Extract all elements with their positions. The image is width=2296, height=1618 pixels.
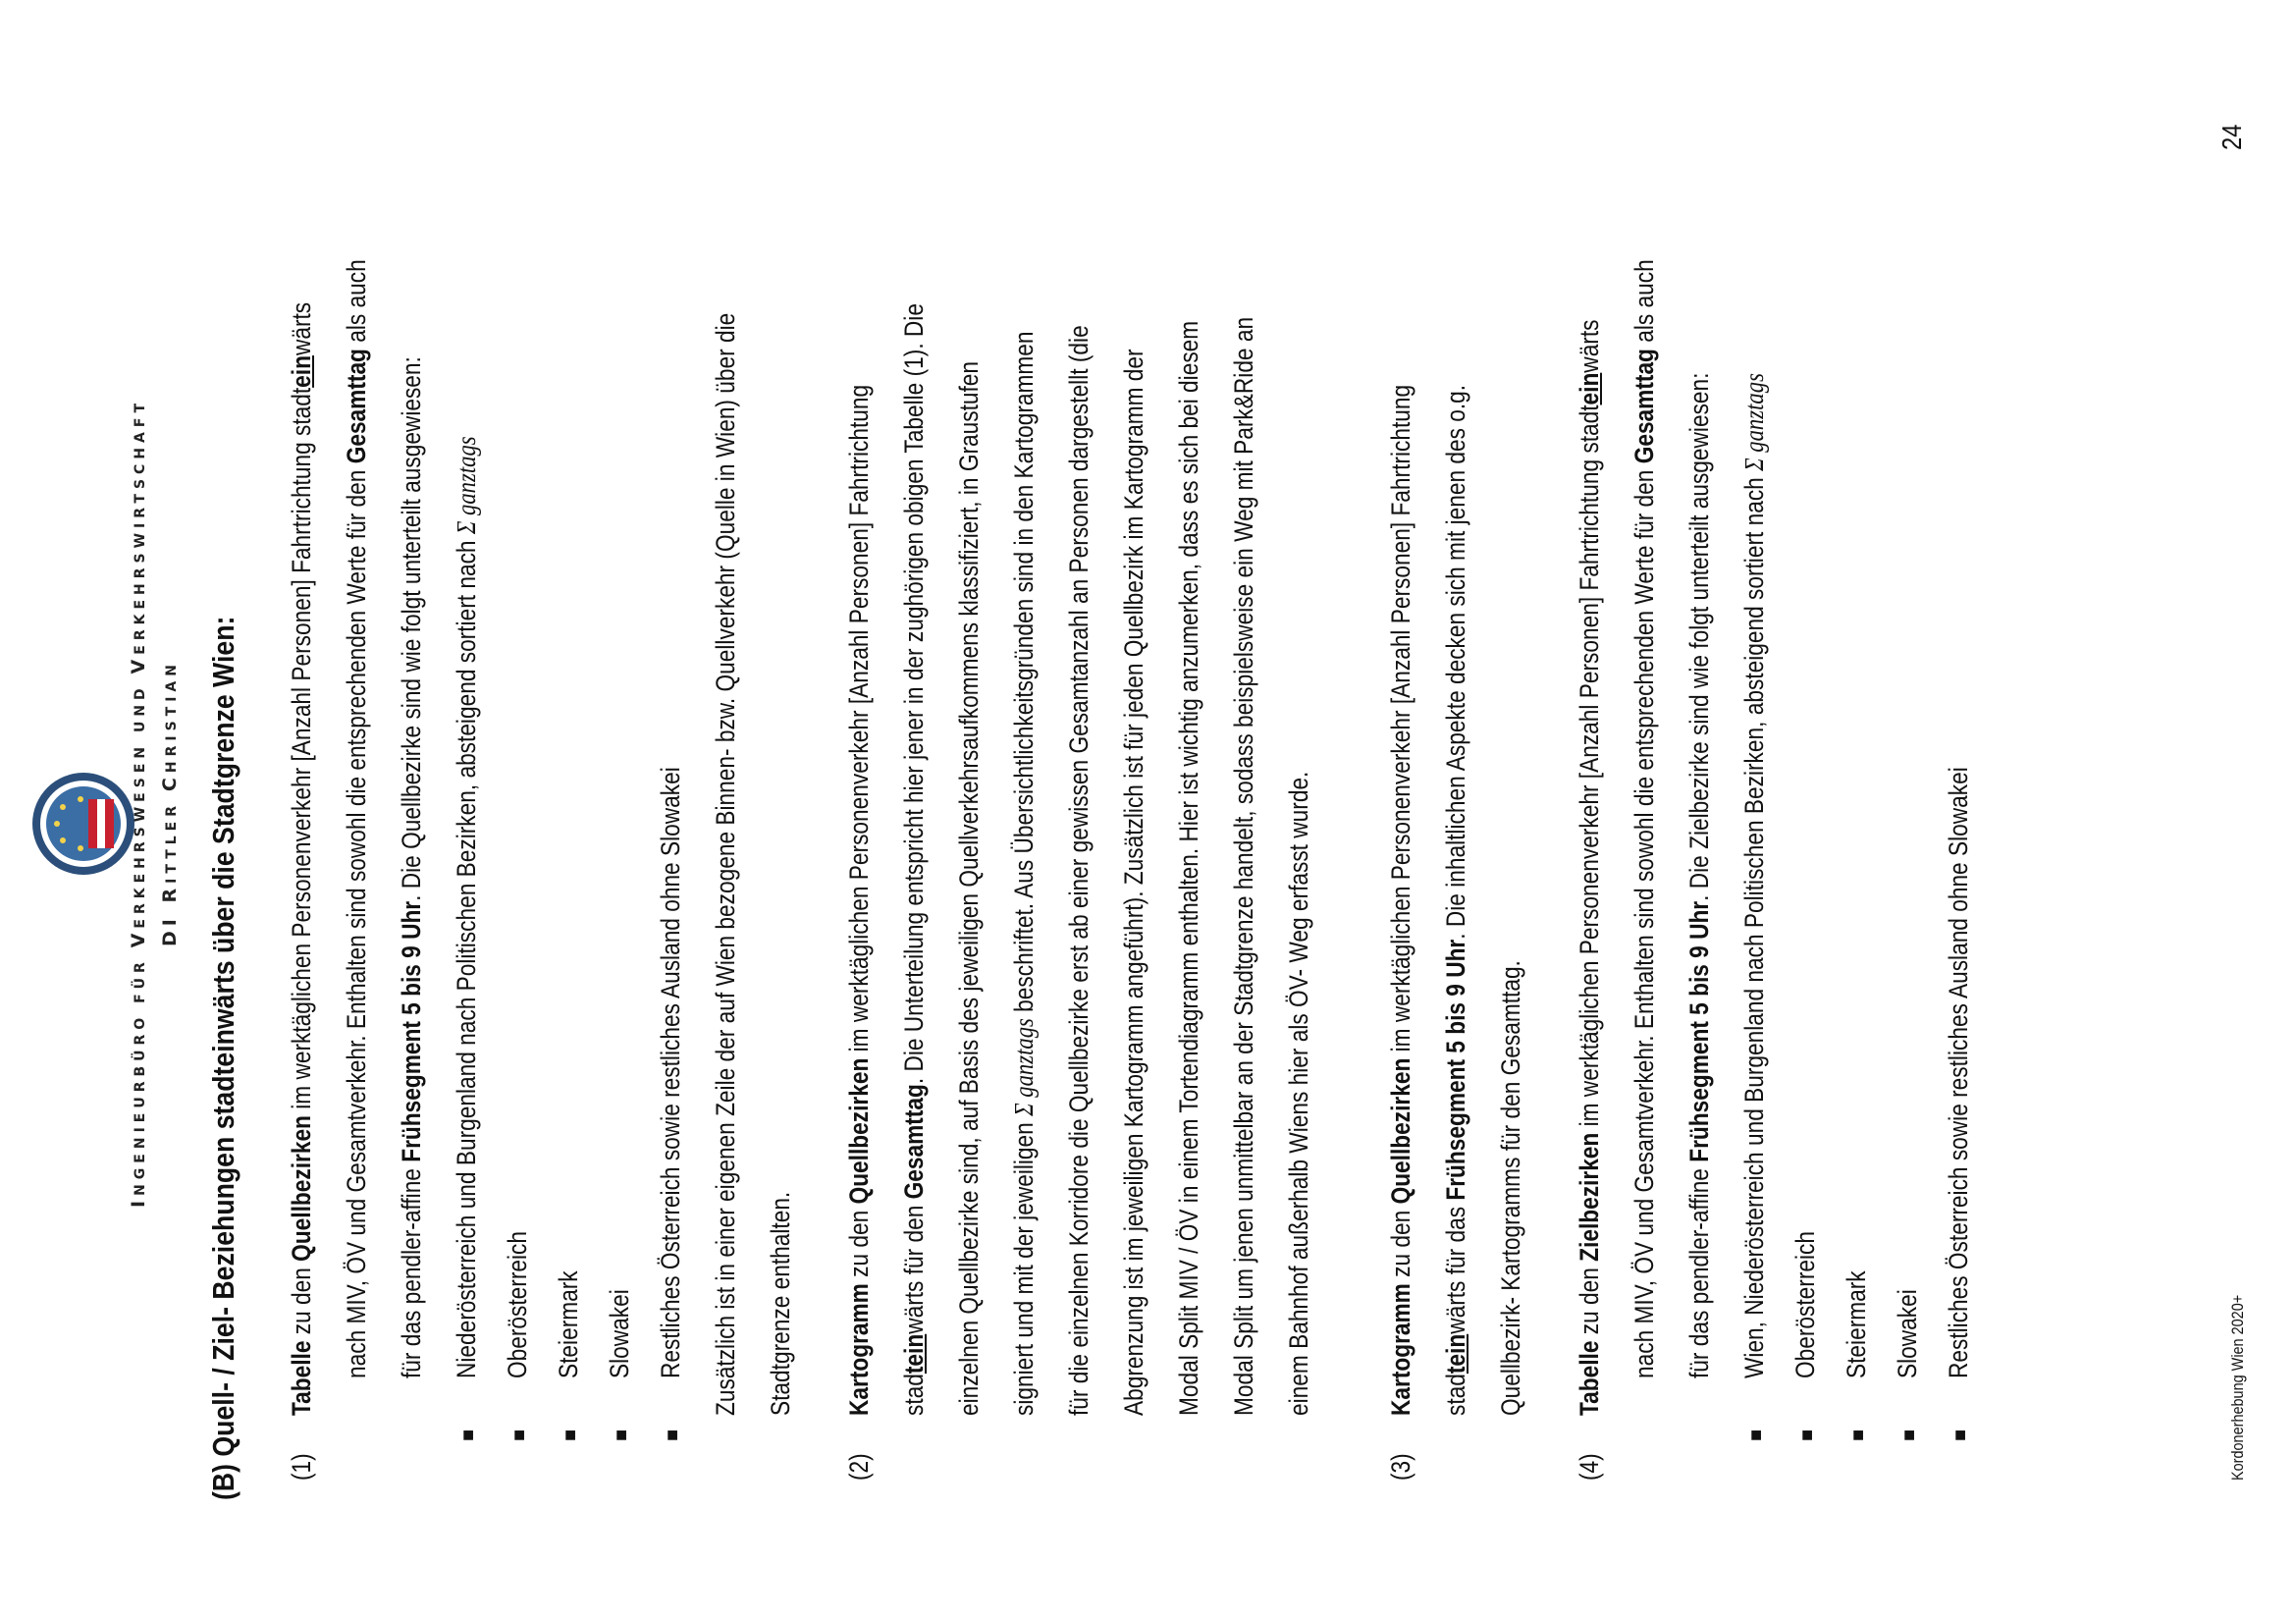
p4-line-2: nach MIV, ÖV und Gesamtverkehr. Enthalten sind sowohl die entsprechenden Werte für den Gesamttag als auch xyxy=(1629,259,1659,1378)
p4-line-1: Tabelle zu den Zielbezirken im werktäglichen Personenverkehr [Anzahl Personen] Fahrtrichtung stadteinwärts xyxy=(1575,319,1604,1416)
p4-bullet-5: Restliches Österreich sowie restliches Ausland ohne Slowakei xyxy=(1944,767,1973,1378)
p2-line-7: Modal Split MIV / ÖV in einem Tortendiagramm enthalten. Hier ist wichtig anzumerken, dass es sich bei diesem xyxy=(1174,320,1203,1416)
bullet-icon: ■ xyxy=(457,1429,479,1441)
p3-line-3: Quellbezirk- Kartogramms für den Gesamttag. xyxy=(1496,960,1525,1416)
bullet-icon: ■ xyxy=(560,1429,581,1441)
p1-bullet-5: Restliches Österreich sowie restliches Ausland ohne Slowakei xyxy=(656,767,685,1378)
p2-line-1: Kartogramm zu den Quellbezirken im werktäglichen Personenverkehr [Anzahl Personen] Fahrtrichtung xyxy=(844,384,874,1416)
p2-line-8: Modal Split um jenen unmittelbar an der Stadtgrenze handelt, sodass beispielsweise ein Weg mit Park&Ride an xyxy=(1229,316,1258,1416)
p2-line-6: Abgrenzung ist im jeweiligen Kartogramm angeführt). Zusätzlich ist für jeden Quellbezirk im Kartogramm der xyxy=(1119,349,1148,1416)
p2-line-4: signiert und mit der jeweiligen Σ ganztags beschriftet. Aus Übersichtlichkeitsgründen sind in den Kartogrammen xyxy=(1009,331,1039,1416)
p4-bullet-2: Oberösterreich xyxy=(1790,1230,1820,1378)
p4-bullet-1: Wien, Niederösterreich und Burgenland nach Politischen Bezirken, absteigend sortiert nach Σ ganztags xyxy=(1739,373,1769,1378)
p4-line-3: für das pendler-affine Frühsegment 5 bis 9 Uhr. Die Zielbezirke sind wie folgt unterteilt ausgewiesen: xyxy=(1684,372,1714,1378)
p2-line-3: einzelnen Quellbezirke sind, auf Basis des jeweiligen Quellverkehrsaufkommens klassifiziert, in Graustufen xyxy=(954,360,984,1416)
p1-bullet-3: Steiermark xyxy=(554,1270,583,1378)
p1-bullet-4: Slowakei xyxy=(605,1289,634,1378)
item-number: (4) xyxy=(1575,1453,1604,1481)
page-number: 24 xyxy=(2216,124,2247,150)
header-line-1: INGENIEURBÜRO FÜR VERKEHRSWESEN UND VERKEHRSWIRTSCHAFT xyxy=(128,399,149,1208)
bullet-icon: ■ xyxy=(611,1429,632,1441)
p1-bullet-1: Niederösterreich und Burgenland nach Politischen Bezirken, absteigend sortiert nach Σ ganztags xyxy=(452,436,481,1378)
item-number: (2) xyxy=(844,1453,874,1481)
p1-line-1: Tabelle zu den Quellbezirken im werktäglichen Personenverkehr [Anzahl Personen] Fahrtrichtung stadteinwärts xyxy=(287,301,316,1416)
p2-line-5: für die einzelnen Korridore die Quellbezirke erst ab einer gewissen Gesamtanzahl an Personen dargestellt (die xyxy=(1064,325,1094,1416)
bullet-icon: ■ xyxy=(1949,1429,1971,1441)
p4-bullet-4: Slowakei xyxy=(1893,1289,1922,1378)
p1-line-3: für das pendler-affine Frühsegment 5 bis 9 Uhr. Die Quellbezirke sind wie folgt unterteilt ausgewiesen: xyxy=(397,356,426,1378)
item-number: (1) xyxy=(287,1453,316,1481)
p1-extra-line-1: Zusätzlich ist in einer eigenen Zeile der auf Wien bezogene Binnen- bzw. Quellverkehr (Quelle in Wien) über die xyxy=(711,312,740,1416)
bullet-icon: ■ xyxy=(1847,1429,1869,1441)
p3-line-2: stadteinwärts für das Frühsegment 5 bis 9 Uhr. Die inhaltlichen Aspekte decken sich mit jenen des o.g. xyxy=(1441,384,1470,1416)
p2-line-9: einem Bahnhof außerhalb Wiens hier als ÖV- Weg erfasst wurde. xyxy=(1284,771,1313,1416)
p1-line-2: nach MIV, ÖV und Gesamtverkehr. Enthalten sind sowohl die entsprechenden Werte für den Gesamttag als auch xyxy=(342,259,371,1378)
p4-bullet-3: Steiermark xyxy=(1842,1270,1871,1378)
item-number: (3) xyxy=(1386,1453,1415,1481)
header-line-2: DI RITTLER CHRISTIAN xyxy=(159,660,181,946)
p1-bullet-2: Oberösterreich xyxy=(503,1230,532,1378)
section-title: (B) Quell- / Ziel- Beziehungen stadteinwärts über die Stadtgrenze Wien: xyxy=(206,616,240,1500)
bullet-icon: ■ xyxy=(1745,1429,1767,1441)
p2-line-2: stadteinwärts für den Gesamttag. Die Unterteilung entspricht hier jener in der zughörigen obigen Tabelle (1). Die xyxy=(899,303,929,1416)
company-logo xyxy=(29,770,137,878)
bullet-icon: ■ xyxy=(662,1429,683,1441)
bullet-icon: ■ xyxy=(1898,1429,1920,1441)
footer-title: Kordonerhebung Wien 2020+ xyxy=(2228,1294,2247,1481)
p1-extra-line-2: Stadtgrenze enthalten. xyxy=(766,1191,795,1416)
p3-line-1: Kartogramm zu den Quellbezirken im werktäglichen Personenverkehr [Anzahl Personen] Fahrtrichtung xyxy=(1386,384,1415,1416)
bullet-icon: ■ xyxy=(508,1429,530,1441)
bullet-icon: ■ xyxy=(1796,1429,1818,1441)
